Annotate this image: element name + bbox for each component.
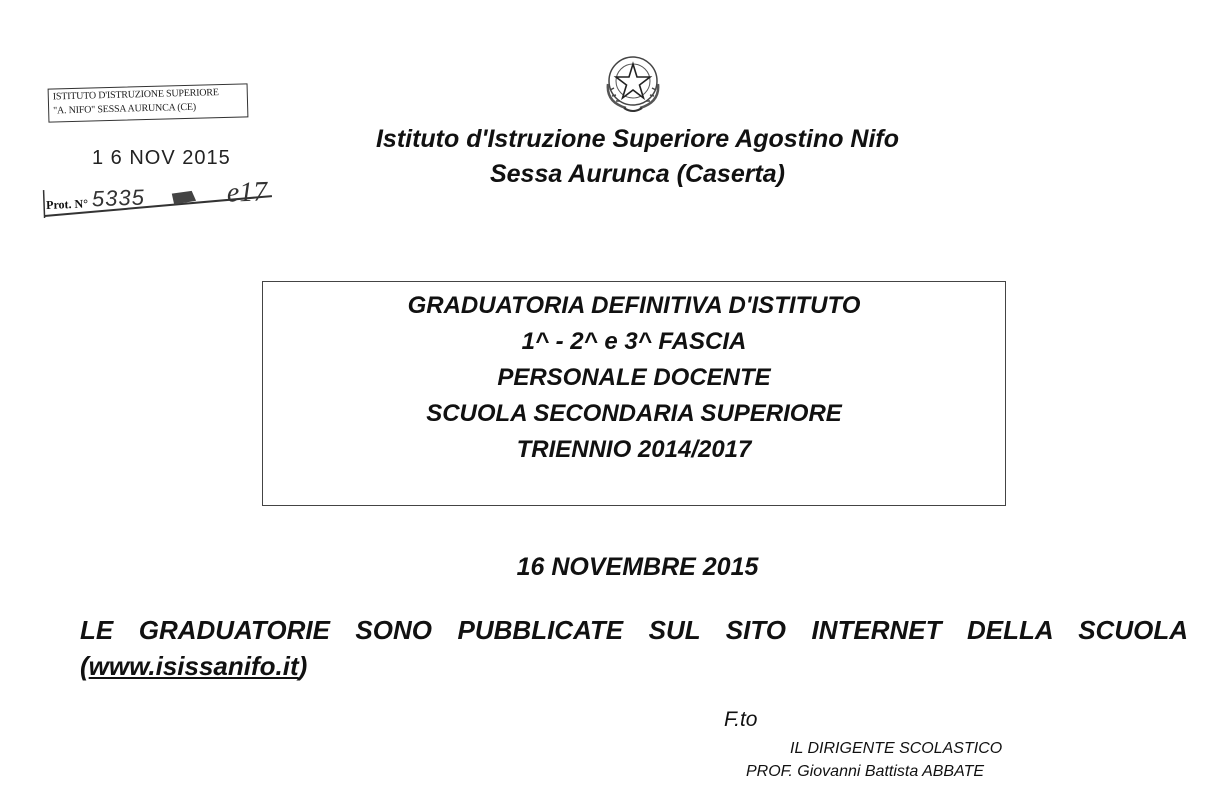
school-city: Sessa Aurunca (Caserta) [489, 160, 786, 188]
publication-date: 16 NOVEMBRE 2015 [516, 553, 759, 581]
title-line: SCUOLA SECONDARIA SUPERIORE [426, 400, 842, 427]
signature-role: IL DIRIGENTE SCOLASTICO [790, 740, 1003, 757]
signature-fto: F.to [724, 708, 758, 731]
protocol-number: 5335 [91, 184, 146, 212]
publication-notice [80, 612, 1188, 684]
protocol-stamp [40, 80, 285, 230]
stamp-institution-box [48, 83, 249, 122]
title-line: 1^ - 2^ e 3^ FASCIA [521, 328, 747, 355]
stamp-line-2: "A. NIFO" SESSA AURUNCA (CE) [53, 101, 197, 117]
protocol-label: Prot. N° [45, 196, 89, 212]
stamp-date: 1 6 NOV 2015 [92, 147, 231, 169]
title-line: TRIENNIO 2014/2017 [516, 436, 752, 463]
stamp-line-1: ISTITUTO D'ISTRUZIONE SUPERIORE [52, 87, 219, 103]
notice-text: LE GRADUATORIE SONO PUBBLICATE SUL SITO INTERNET DELLA SCUOLA ( [80, 615, 1188, 681]
notice-closing: ) [298, 651, 308, 681]
republic-emblem-icon [600, 50, 666, 116]
school-name: Istituto d'Istruzione Superiore Agostino Nifo [375, 125, 900, 153]
title-box [262, 281, 1006, 506]
school-website-link[interactable]: www.isissanifo.it [88, 651, 299, 681]
signature-name: PROF. Giovanni Battista ABBATE [746, 763, 985, 780]
protocol-code: e17 [226, 176, 268, 209]
title-line: PERSONALE DOCENTE [497, 364, 771, 391]
title-line: GRADUATORIA DEFINITIVA D'ISTITUTO [407, 292, 861, 319]
